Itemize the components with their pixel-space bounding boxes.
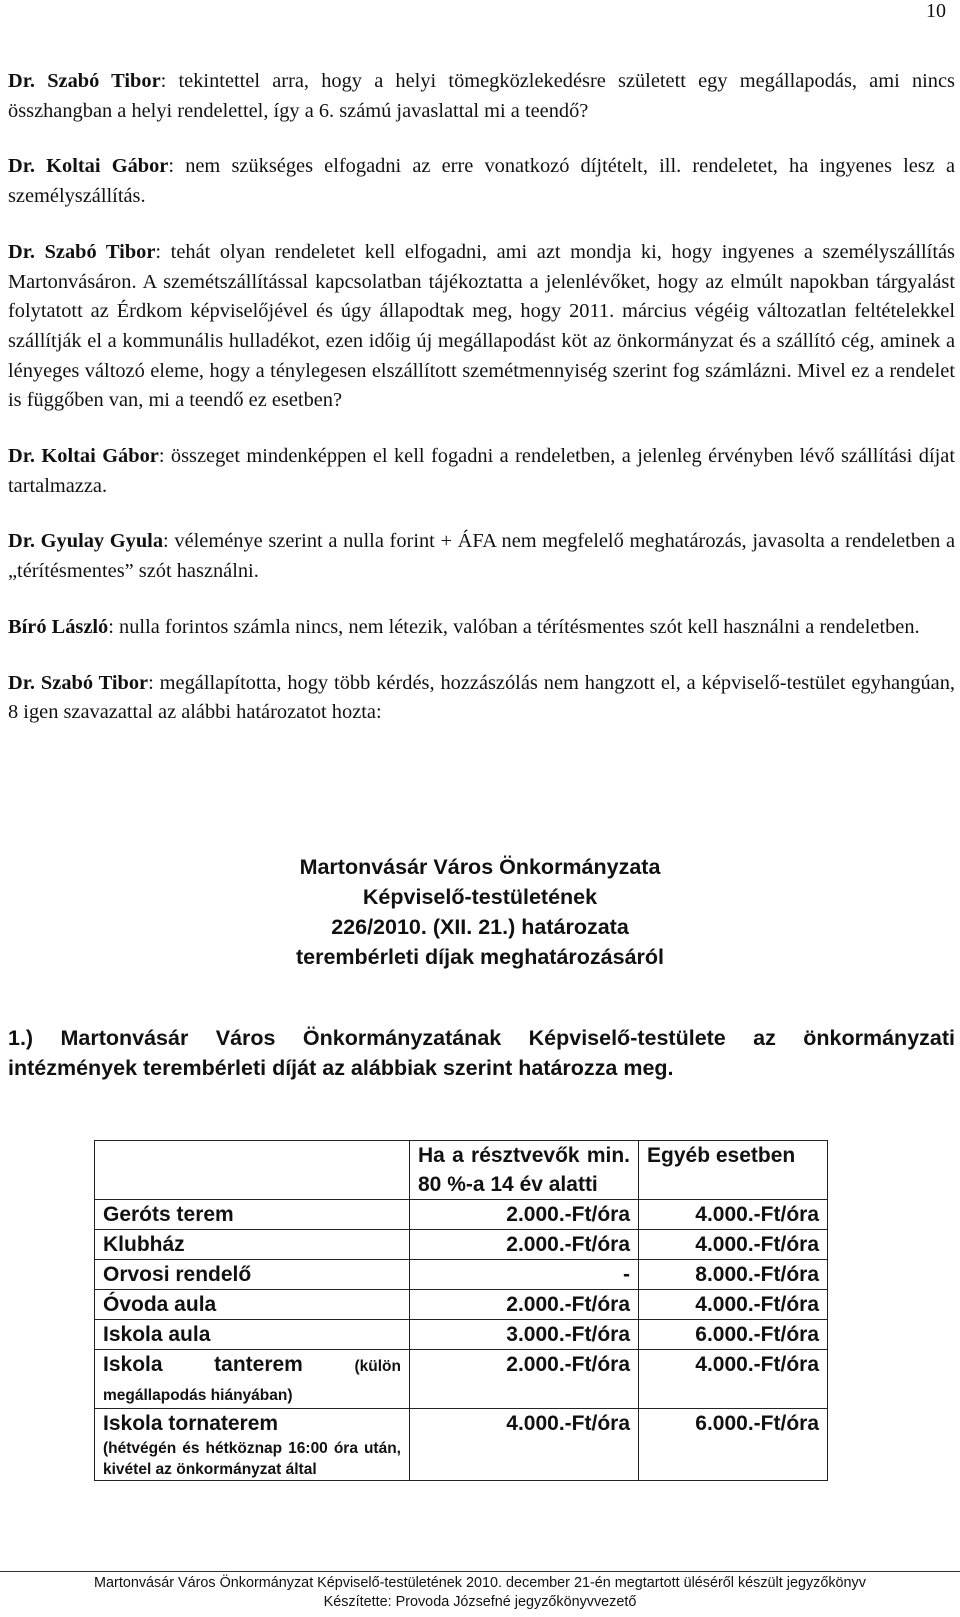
paragraph-text: : tekintettel arra, hogy a helyi tömegközlekedésre született egy megállapodás, ami nincs összhangban a helyi rendelettel, így a 6. számú javaslattal mi a teendő? (8, 70, 955, 122)
fee-under14: 2.000.-Ft/óra (410, 1200, 639, 1230)
speaker-name: Bíró László (8, 615, 109, 638)
header-cell: Egyéb esetben (639, 1141, 828, 1200)
room-name: Geróts terem (95, 1200, 410, 1230)
fee-under14: - (410, 1260, 639, 1290)
paragraph-text: : nulla forintos számla nincs, nem létezik, valóban a térítésmentes szót kell használni a rendeletben. (108, 615, 920, 638)
resolution-title (0, 852, 960, 972)
minutes-paragraph (8, 527, 955, 586)
speaker-name: Dr. Gyulay Gyula (8, 530, 164, 553)
resolution-title-line: Martonvásár Város Önkormányzata (299, 855, 661, 879)
fee-other: 4.000.-Ft/óra (639, 1230, 828, 1260)
fee-under14: 2.000.-Ft/óra (410, 1350, 639, 1409)
table-row (95, 1350, 828, 1409)
fee-other: 4.000.-Ft/óra (639, 1290, 828, 1320)
fee-under14: 2.000.-Ft/óra (410, 1290, 639, 1320)
minutes-paragraph (8, 669, 955, 728)
room-note: (hétvégén és hétköznap 16:00 óra után, kivétel az önkormányzat által (103, 1440, 401, 1478)
fee-under14: 4.000.-Ft/óra (410, 1409, 639, 1481)
speaker-name: Dr. Koltai Gábor (8, 155, 169, 178)
fee-other: 6.000.-Ft/óra (639, 1409, 828, 1481)
speaker-name: Dr. Szabó Tibor (8, 671, 149, 694)
page-number: 10 (926, 0, 946, 22)
fee-table (94, 1140, 828, 1481)
paragraph-text: : tehát olyan rendeletet kell elfogadni, ami azt mondja ki, hogy ingyenes a személyszállítás Martonvásáron. A szemétszállítással kapcsolatban tájékoztatta a jelenlévőket, hogy az elmúlt napokban tárgyalást folytatott az Érdkom képviselőjével és úgy állapodtak meg, hogy 2011. március végéig változatlan feltételekkel szállítják el a kommunális hulladékot, ezen időig új megállapodást köt az önkormányzat és a szállító cég, aminek a lényeges változó eleme, hogy a ténylegesen elszállított szemétmennyiség szerint fog számlázni. Mivel ez a rendelet is függőben van, mi a teendő ez esetben? (8, 240, 955, 412)
table-row (95, 1200, 828, 1230)
table-row (95, 1320, 828, 1350)
paragraph-text: : összeget mindenképpen el kell fogadni a rendeletben, a jelenleg érvényben lévő szállítási díjat tartalmazza. (8, 445, 955, 497)
room-name: Óvoda aula (95, 1290, 410, 1320)
room-cell (95, 1409, 410, 1481)
resolution-title-line: 226/2010. (XII. 21.) határozata (331, 915, 629, 939)
table-row (95, 1409, 828, 1481)
speaker-name: Dr. Koltai Gábor (8, 445, 159, 468)
page-footer (0, 1571, 960, 1612)
speaker-name: Dr. Szabó Tibor (8, 240, 156, 263)
minutes-paragraph (8, 238, 955, 416)
fee-other: 8.000.-Ft/óra (639, 1260, 828, 1290)
resolution-title-line: Képviselő-testületének (362, 885, 598, 909)
paragraph-text: : megállapította, hogy több kérdés, hozzászólás nem hangzott el, a képviselő-testület egyhangúan, 8 igen szavazattal az alábbi határozatot hozta: (8, 671, 956, 724)
footer-line: Martonvásár Város Önkormányzat Képviselő-testületének 2010. december 21-én megtartott üléséről készült jegyzőkönyv (94, 1575, 866, 1591)
paragraph-text: : nem szükséges elfogadni az erre vonatkozó díjtételt, ill. rendeletet, ha ingyenes lesz a személyszállítás. (8, 155, 955, 208)
header-cell: Ha a résztvevők min. 80 %-a 14 év alatti (410, 1141, 639, 1200)
fee-other: 6.000.-Ft/óra (639, 1320, 828, 1350)
room-name: Klubház (95, 1230, 410, 1260)
minutes-paragraph (8, 613, 955, 643)
fee-other: 4.000.-Ft/óra (639, 1200, 828, 1230)
resolution-title-line: terembérleti díjak meghatározásáról (295, 945, 665, 969)
minutes-body (8, 67, 955, 728)
header-cell (95, 1141, 410, 1200)
room-name: Orvosi rendelő (95, 1260, 410, 1290)
room-cell (95, 1350, 410, 1409)
table-row (95, 1290, 828, 1320)
paragraph-text: : véleménye szerint a nulla forint + ÁFA nem megfelelő meghatározás, javasolta a rendeletben a „térítésmentes” szót használni. (8, 530, 955, 583)
fee-other: 4.000.-Ft/óra (639, 1350, 828, 1409)
room-name: Iskola tornaterem (103, 1412, 279, 1435)
footer-line: Készítette: Provoda Józsefné jegyzőkönyvvezető (323, 1594, 637, 1610)
fee-under14: 3.000.-Ft/óra (410, 1320, 639, 1350)
table-row (95, 1260, 828, 1290)
decision-text: 1.) Martonvásár Város Önkormányzatának Képviselő-testülete az önkormányzati intézmények terembérleti díját az alábbiak szerint határozza meg. (8, 1026, 955, 1080)
room-name: Iskola tanterem (103, 1353, 303, 1376)
fee-under14: 2.000.-Ft/óra (410, 1230, 639, 1260)
table-row (95, 1230, 828, 1260)
speaker-name: Dr. Szabó Tibor (8, 70, 161, 92)
room-name: Iskola aula (95, 1320, 410, 1350)
minutes-paragraph (8, 152, 955, 211)
minutes-paragraph (8, 67, 955, 126)
table-header-row (95, 1141, 828, 1200)
room-note: (külön megállapodás hiányában) (103, 1358, 401, 1404)
room-line (103, 1350, 401, 1408)
minutes-paragraph (8, 442, 955, 501)
